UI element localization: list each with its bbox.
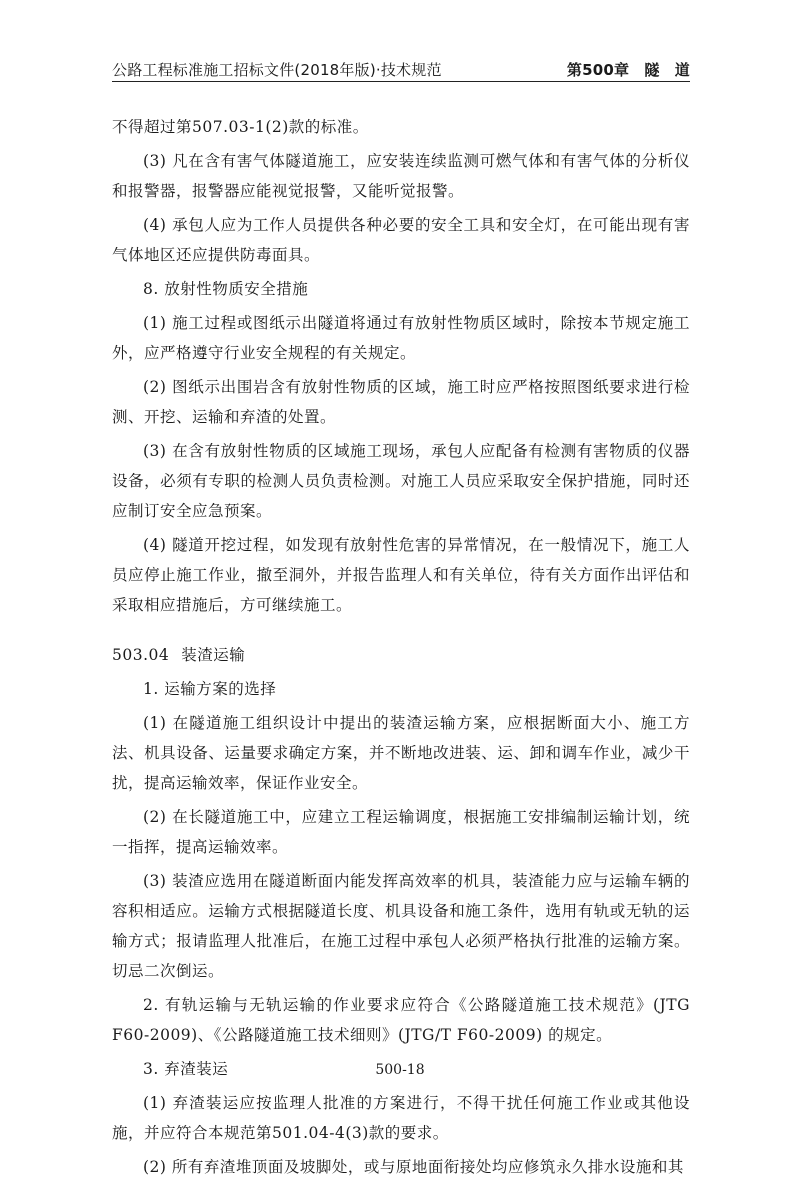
section-title: 装渣运输 [181,646,246,664]
page-body [112,112,690,1186]
paragraph: (2) 在长隧道施工中，应建立工程运输调度，根据施工安排编制运输计划，统一指挥，提高运输效率。 [112,808,690,856]
paragraph: (4) 隧道开挖过程，如发现有放射性危害的异常情况，在一般情况下，施工人员应停止施工作业，撤至洞外，并报告监理人和有关单位，待有关方面作出评估和采取相应措施后，方可继续施工。 [112,536,690,614]
paragraph: (1) 弃渣装运应按监理人批准的方案进行，不得干扰任何施工作业或其他设施，并应符合本规范第501.04-4(3)款的要求。 [112,1094,690,1142]
header-chapter-title: 第500章 隧 道 [566,61,690,79]
page-number: 500-18 [375,1062,425,1078]
paragraph: (1) 在隧道施工组织设计中提出的装渣运输方案，应根据断面大小、施工方法、机具设备、运量要求确定方案，并不断地改进装、运、卸和调车作业，减少干扰，提高运输效率，保证作业安全。 [112,714,690,792]
subsection-heading: 3. 弃渣装运 [143,1060,229,1078]
paragraph: (2) 所有弃渣堆顶面及坡脚处，或与原地面衔接处均应修筑永久排水设施和其 [143,1158,684,1176]
paragraph: (3) 在含有放射性物质的区域施工现场，承包人应配备有检测有害物质的仪器设备，必须有专职的检测人员负责检测。对施工人员应采取安全保护措施，同时还应制订安全应急预案。 [112,442,690,520]
section-heading [112,640,690,670]
paragraph: 2. 有轨运输与无轨运输的作业要求应符合《公路隧道施工技术规范》(JTG F60-2009)、《公路隧道施工技术细则》(JTG/T F60-2009) 的规定。 [112,996,690,1044]
header-divider [112,81,690,82]
paragraph: (3) 装渣应选用在隧道断面内能发挥高效率的机具，装渣能力应与运输车辆的容积相适应。运输方式根据隧道长度、机具设备和施工条件，选用有轨或无轨的运输方式；报请监理人批准后，在施工过程中承包人必须严格执行批准的运输方案。切忌二次倒运。 [112,872,690,980]
section-number: 503.04 [112,646,170,664]
subsection-heading: 1. 运输方案的选择 [143,680,277,698]
running-header [112,54,690,80]
paragraph: (4) 承包人应为工作人员提供各种必要的安全工具和安全灯，在可能出现有害气体地区还应提供防毒面具。 [112,216,690,264]
paragraph-continuation: 不得超过第507.03-1(2)款的标准。 [112,118,369,136]
paragraph: (2) 图纸示出围岩含有放射性物质的区域，施工时应严格按照图纸要求进行检测、开挖、运输和弃渣的处置。 [112,378,690,426]
paragraph: (1) 施工过程或图纸示出隧道将通过有放射性物质区域时，除按本节规定施工外，应严格遵守行业安全规程的有关规定。 [112,314,690,362]
header-document-title: 公路工程标准施工招标文件(2018年版)·技术规范 [112,61,442,79]
paragraph: (3) 凡在含有害气体隧道施工，应安装连续监测可燃气体和有害气体的分析仪和报警器，报警器应能视觉报警，又能听觉报警。 [112,152,690,200]
subsection-heading: 8. 放射性物质安全措施 [143,280,309,298]
